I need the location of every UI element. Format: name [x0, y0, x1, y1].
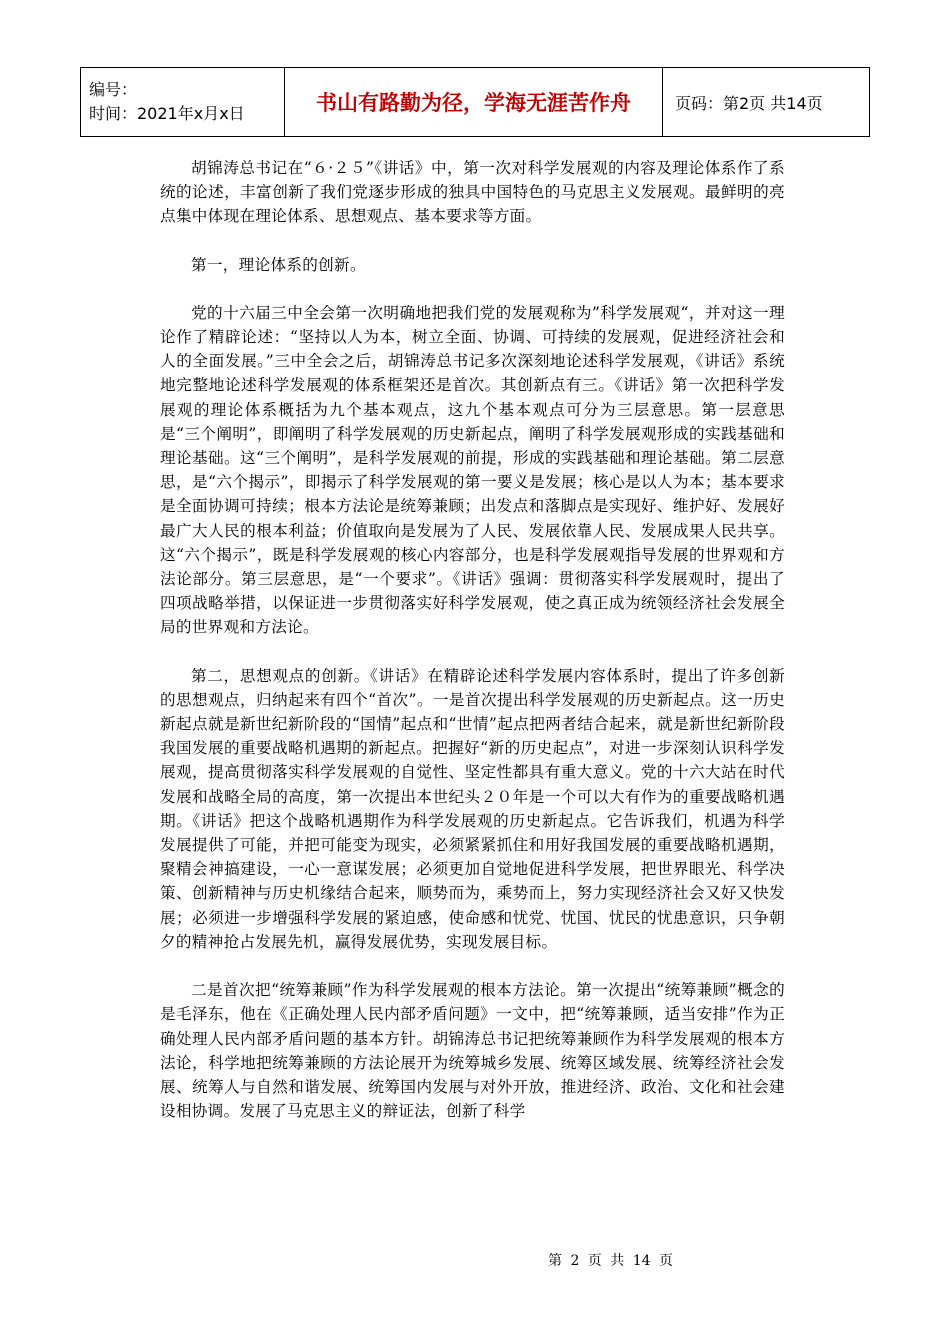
body-paragraph: 二是首次把“统筹兼顾”作为科学发展观的根本方法论。第一次提出“统筹兼顾”概念的是毛泽东，他在《正确处理人民内部矛盾问题》一文中，把“统筹兼顾，适当安排”作为正确处理人民内部矛盾问题的基本方针。胡锦涛总书记把统筹兼顾作为科学发展观的根本方法论，科学地把统筹兼顾的方法论展开为统筹城乡发展、统筹区域发展、统筹经济社会发展、统筹人与自然和谐发展、统筹国内发展与对外开放，推进经济、政治、文化和社会建设相协调。发展了马克思主义的辩证法，创新了科学 [160, 981, 785, 1121]
body-paragraph: 第二，思想观点的创新。《讲话》在精辟论述科学发展内容体系时，提出了许多创新的思想观点，归纳起来有四个“首次”。一是首次提出科学发展观的历史新起点。这一历史新起点就是新世纪新阶段的“国情”起点和“世情”起点把两者结合起来，就是新世纪新阶段我国发展的重要战略机遇期的新起点。把握好“新的历史起点”，对进一步深刻认识科学发展观，提高贯彻落实科学发展观的自觉性、坚定性都具有重大意义。党的十六大站在时代发展和战略全局的高度，第一次提出本世纪头２０年是一个可以大有作为的重要战略机遇期。《讲话》把这个战略机遇期作为科学发展观的历史新起点。它告诉我们，机遇为科学发展提供了可能，并把可能变为现实，必须紧紧抓住和用好我国发展的重要战略机遇期，聚精会神搞建设，一心一意谋发展；必须更加自觉地促进科学发展，把世界眼光、科学决策、创新精神与历史机缘结合起来，顺势而为，乘势而上，努力实现经济社会又好又快发展；必须进一步增强科学发展的紧迫感，使命感和忧党、忧国、忧民的忧患意识，只争朝夕的精神抢占发展先机，赢得发展优势，实现发展目标。 [160, 666, 785, 951]
page-footer: 第 2 页 共 14 页 [548, 1253, 673, 1269]
section-heading: 第一，理论体系的创新。 [191, 255, 366, 274]
header-motto: 书山有路勤为径，学海无涯苦作舟 [285, 68, 663, 137]
document-body [160, 156, 785, 1147]
body-paragraph: 胡锦涛总书记在“６·２５”《讲话》中，第一次对科学发展观的内容及理论体系作了系统的论述，丰富创新了我们党逐步形成的独具中国特色的马克思主义发展观。最鲜明的亮点集中体现在理论体系、思想观点、基本要求等方面。 [160, 159, 785, 226]
body-paragraph: 党的十六届三中全会第一次明确地把我们党的发展观称为”科学发展观“，并对这一理论作了精辟论述：“坚持以人为本，树立全面、协调、可持续的发展观，促进经济社会和人的全面发展。”三中全会之后，胡锦涛总书记多次深刻地论述科学发展观，《讲话》系统地完整地论述科学发展观的体系框架还是首次。其创新点有三。《讲话》第一次把科学发展观的理论体系概括为九个基本观点，这九个基本观点可分为三层意思。第一层意思是“三个阐明”，即阐明了科学发展观的历史新起点，阐明了科学发展观形成的实践基础和理论基础。这“三个阐明”，是科学发展观的前提，形成的实践基础和理论基础。第二层意思，是“六个揭示”，即揭示了科学发展观的第一要义是发展；核心是以人为本；基本要求是全面协调可持续；根本方法论是统筹兼顾；出发点和落脚点是实现好、维护好、发展好最广大人民的根本利益；价值取向是发展为了人民、发展依靠人民、发展成果人民共享。这“六个揭示”，既是科学发展观的核心内容部分，也是科学发展观指导发展的世界观和方法论部分。第三层意思，是“一个要求”。《讲话》强调：贯彻落实科学发展观时，提出了四项战略举措，以保证进一步贯彻落实好科学发展观，使之真正成为统领经济社会发展全局的世界观和方法论。 [160, 303, 785, 637]
document-time-label: 时间：2021年x月x日 [89, 104, 245, 123]
document-number-label: 编号： [89, 80, 138, 99]
header-page-label: 页码：第2页 共14页 [663, 68, 870, 137]
header-meta-cell [81, 68, 285, 137]
document-header [80, 67, 870, 137]
